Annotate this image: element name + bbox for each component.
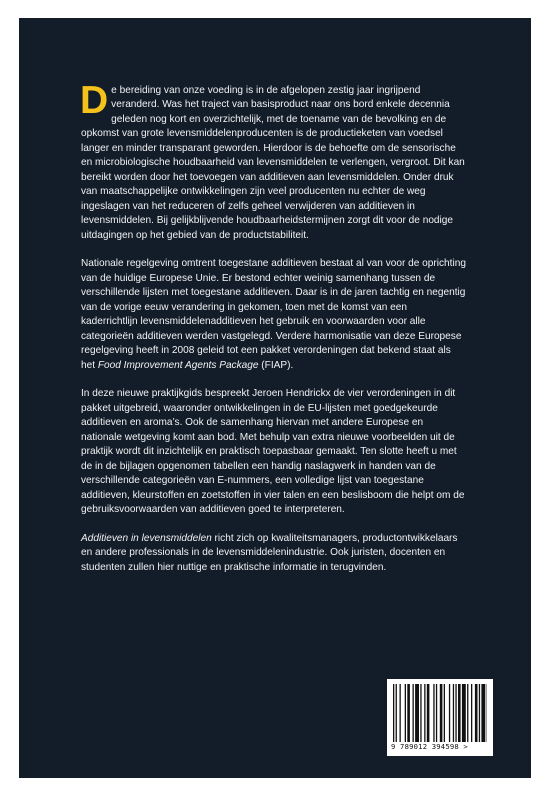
barcode-bar — [479, 684, 480, 742]
barcode-bar — [453, 684, 454, 742]
isbn-digits: 9 789012 394598 > — [391, 742, 468, 751]
barcode-bar — [444, 684, 445, 742]
barcode — [387, 679, 493, 756]
paragraph-intro-text: e bereiding van onze voeding is in de afgelopen zestig jaar ingrijpend veranderd. Was het traject van basisproduct naar ons bord enkele decennia geleden nog kort en overzichtelijk, met de toename van de bevolking en de opkomst van grote levensmiddelenproducenten is de productieketen van voedsel langer en minder transparant geworden. Hierdoor is de behoefte om de sensorische en microbiologische houdbaarheid van levensmiddelen te verlengen, vergroot. Dit kan bereikt worden door het toevoegen van additieven aan levensmiddelen. Onder druk van maatschappelijke ontwikkelingen zijn veel producenten nu echter de weg ingeslagen van het reduceren of zelfs geheel verwijderen van additieven in levensmiddelen. Bij gelijkblijvende houdbaarheidstermijnen zorgt dit voor de nodige uitdagingen op het gebied van de productstabiliteit. — [81, 85, 465, 241]
barcode-bar — [415, 684, 419, 742]
paragraph-audience — [81, 532, 466, 575]
barcode-bar — [400, 684, 401, 742]
barcode-bar — [405, 684, 406, 742]
barcode-bar — [471, 684, 472, 742]
barcode-bars — [393, 684, 487, 742]
barcode-bar — [440, 684, 443, 742]
paragraph-regulation — [81, 257, 466, 373]
fiap-title: Food Improvement Agents Package — [97, 359, 259, 371]
blurb-text — [80, 79, 466, 590]
barcode-bar — [396, 684, 397, 742]
barcode-bar — [393, 684, 394, 742]
barcode-bar — [449, 684, 450, 742]
book-title: Additieven in levensmiddelen — [81, 533, 212, 544]
barcode-bar — [420, 684, 421, 742]
barcode-bar — [455, 684, 456, 742]
barcode-bar — [433, 684, 434, 742]
barcode-bar — [424, 684, 425, 742]
paragraph-regulation-text: Nationale regelgeving omtrent toegestane additieven bestaat al van voor de oprichting van de huidige Europese Unie. Er bestond echter weinig samenhang tussen de verschillende lijsten met toegestane additieven. Daar is in de jaren tachtig en negentig van de vorige eeuw verandering in gekomen, toen met de komst van een kaderrichtlijn levensmiddelenadditieven het gebruik en voorwaarden voor alle categorieën additieven werden vastgelegd. Verdere harmonisatie van deze Europese regelgeving heeft in 2008 geleid tot een pakket verordeningen dat bekend staat als het — [81, 258, 466, 371]
barcode-bar — [475, 684, 478, 742]
barcode-bar — [436, 684, 437, 742]
barcode-bar — [413, 684, 414, 742]
paragraph-audience-text: richt zich op kwaliteitsmanagers, productontwikkelaars en andere professionals in de levensmiddelenindustrie. Ook juristen, docenten en studenten zullen hier nuttige en praktische informatie in terugvinden. — [81, 533, 458, 573]
barcode-bar — [427, 684, 430, 742]
barcode-bar — [481, 684, 485, 742]
paragraph-intro — [80, 79, 466, 243]
barcode-bar — [467, 684, 468, 742]
barcode-bar — [458, 684, 461, 742]
barcode-bar — [462, 684, 466, 742]
paragraph-guide — [81, 387, 466, 517]
paragraph-guide-text: In deze nieuwe praktijkgids bespreekt Jeroen Hendrickx de vier verordeningen in dit pakket uitgebreid, waaronder ontwikkelingen in de EU-lijsten met goedgekeurde additieven en aroma’s. Ook de samenhang hiervan met andere Europese en nationale wetgeving komt aan bod. Met behulp van extra nieuwe voorbeelden uit de praktijk wordt dit inzichtelijk en praktisch toepasbaar gemaakt. Ten slotte heeft u met de in de bijlagen opgenomen tabellen een handig naslagwerk in handen van de verschillende categorieën van E-nummers, een volledige lijst van toegestane additieven, kleurstoffen en zoetstoffen in vier talen en een beslisboom die helpt om de gebruiksvoorwaarden van additieven goed te interpreteren. — [81, 388, 465, 516]
barcode-bar — [407, 684, 410, 742]
drop-cap: D — [80, 79, 109, 122]
paragraph-regulation-end: (FIAP). — [258, 359, 294, 371]
